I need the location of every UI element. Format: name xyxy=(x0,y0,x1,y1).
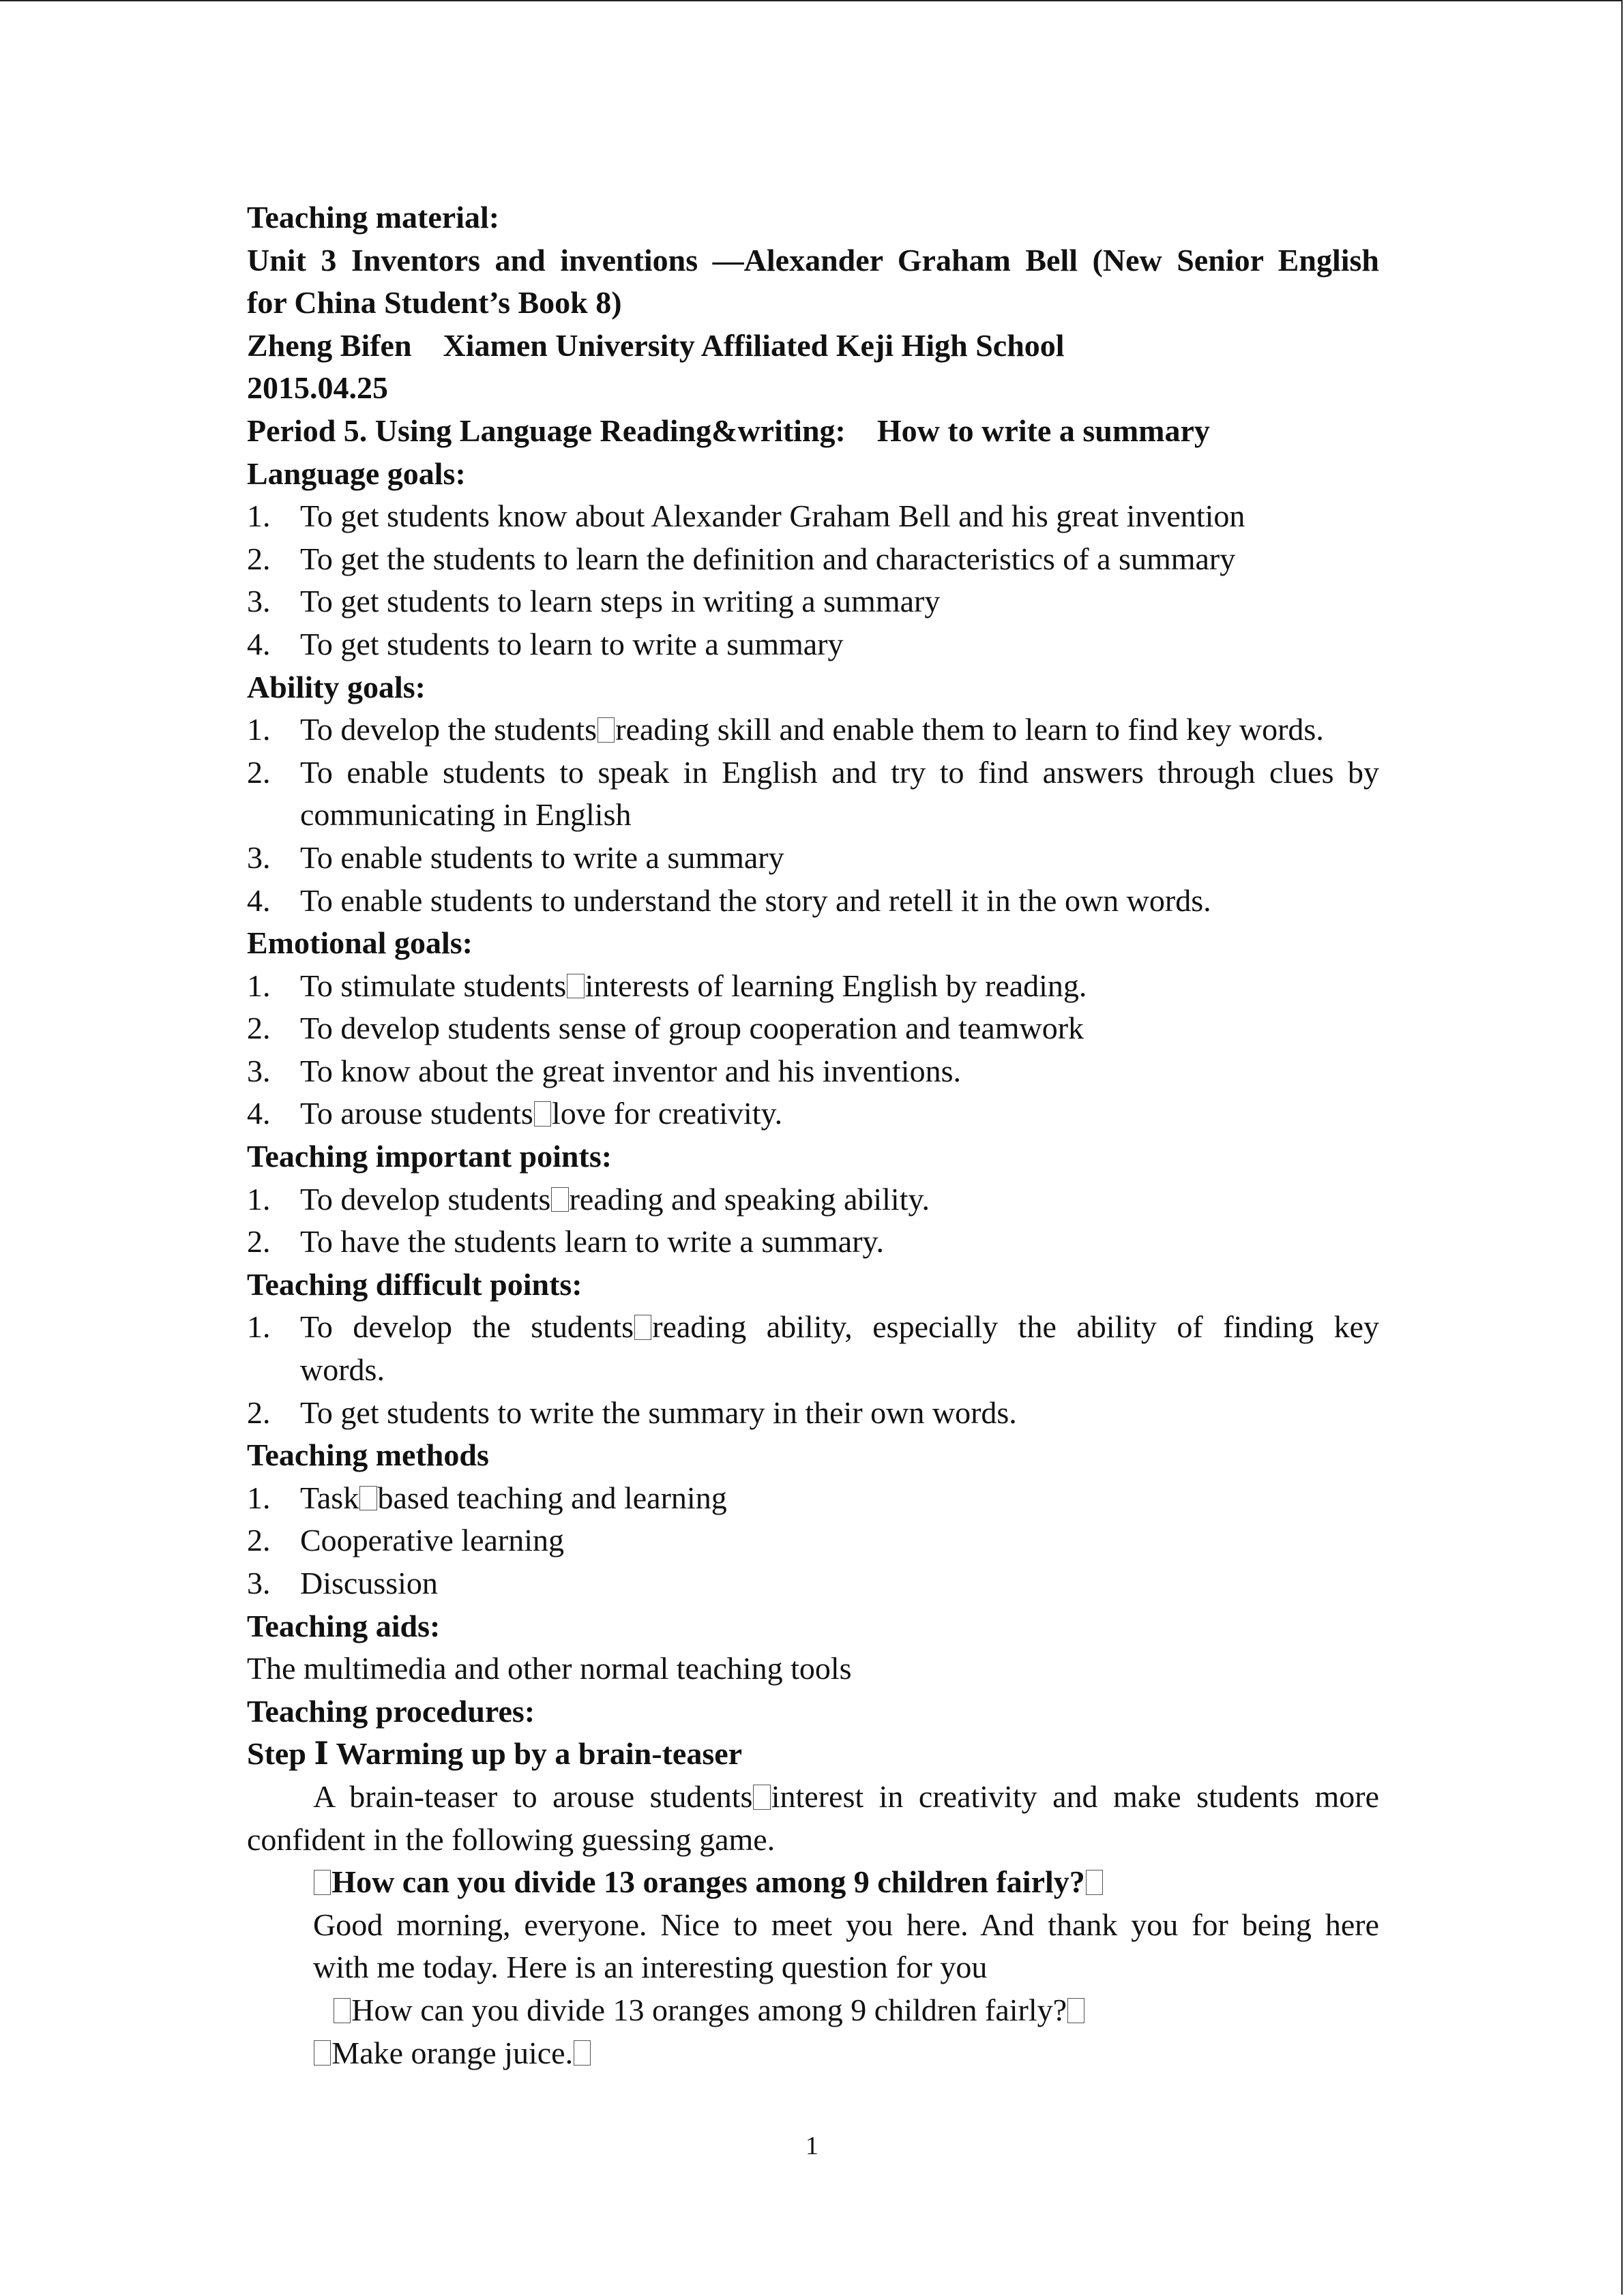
teacher-greeting xyxy=(247,1904,1379,1989)
answer-text: Make orange juice. xyxy=(331,2035,574,2070)
list-number: 2. xyxy=(247,1395,271,1430)
list-text: To enable students to speak in English and try to find answers through clues by xyxy=(300,754,1379,790)
list-number: 3. xyxy=(247,1566,271,1600)
important-points-heading: Teaching important points: xyxy=(247,1139,612,1174)
question-repeat xyxy=(247,1989,1379,2032)
list-number: 2. xyxy=(247,541,271,576)
list-number: 1. xyxy=(247,1480,271,1515)
list-number: 2. xyxy=(247,1011,271,1046)
teaching-material-label: Teaching material: xyxy=(247,200,500,235)
list-text: To develop the students xyxy=(300,712,597,747)
list-number: 1. xyxy=(247,1309,271,1345)
list-number: 1. xyxy=(247,968,271,1003)
page-number: 1 xyxy=(806,2132,818,2160)
missing-glyph-box xyxy=(1086,1870,1103,1895)
question-text: How can you divide 13 oranges among 9 children fairly? xyxy=(351,1992,1067,2027)
list-item xyxy=(247,538,1379,581)
list-item xyxy=(247,1092,1379,1135)
missing-glyph-box xyxy=(634,1315,651,1340)
intro-text: A brain-teaser to arouse students xyxy=(313,1778,753,1814)
missing-glyph-box xyxy=(597,717,615,743)
missing-glyph-box xyxy=(753,1785,770,1810)
list-item xyxy=(247,1306,1379,1391)
list-number: 1. xyxy=(247,712,271,747)
list-item xyxy=(247,1392,1379,1435)
missing-glyph-box xyxy=(359,1486,377,1511)
list-item xyxy=(247,837,1379,880)
list-text: To enable students to write a summary xyxy=(300,839,784,875)
emotional-goals-heading: Emotional goals: xyxy=(247,925,473,961)
intro-text: interest in creativity and make students more confident in the following guessing game. xyxy=(247,1778,1379,1857)
language-goals-heading: Language goals: xyxy=(247,456,466,491)
list-item xyxy=(247,1221,1379,1264)
list-item xyxy=(247,1007,1379,1050)
missing-glyph-box xyxy=(314,1870,331,1895)
list-text-part: To develop the students xyxy=(300,1309,634,1345)
list-text: love for creativity. xyxy=(552,1096,783,1131)
list-text: To stimulate students xyxy=(300,968,567,1003)
missing-glyph-box xyxy=(574,2040,591,2066)
list-item xyxy=(247,1477,1379,1520)
list-text-continuation: communicating in English xyxy=(300,797,632,833)
list-number: 2. xyxy=(247,1224,271,1259)
list-item xyxy=(247,1050,1379,1093)
list-text: To get students to learn to write a summary xyxy=(300,626,844,661)
missing-glyph-box xyxy=(534,1101,551,1127)
list-item xyxy=(247,1519,1379,1562)
list-item xyxy=(247,580,1379,623)
teaching-aids-text: The multimedia and other normal teaching tools xyxy=(247,1651,852,1686)
list-item xyxy=(247,623,1379,666)
document-body xyxy=(247,196,1379,2074)
list-text: To get students know about Alexander Graham Bell and his great invention xyxy=(300,498,1245,534)
date-line: 2015.04.25 xyxy=(247,370,388,406)
list-item xyxy=(247,965,1379,1008)
author-line: Zheng Bifen Xiamen University Affiliated Keji High School xyxy=(247,327,1065,363)
list-number: 1. xyxy=(247,498,271,534)
answer-line xyxy=(247,2032,1379,2075)
list-item xyxy=(247,709,1379,751)
list-item xyxy=(247,1178,1379,1221)
teacher-greeting-line2: with me today. Here is an interesting question for you xyxy=(313,1950,988,1985)
list-text: To get the students to learn the definition and characteristics of a summary xyxy=(300,541,1236,576)
step-1-intro xyxy=(247,1776,1379,1861)
list-number: 3. xyxy=(247,839,271,875)
list-text: Task xyxy=(300,1480,359,1515)
period-line: Period 5. Using Language Reading&writing: How to write a summary xyxy=(247,413,1210,448)
list-text: To enable students to understand the story and retell it in the own words. xyxy=(300,882,1211,918)
teacher-greeting-line1: Good morning, everyone. Nice to meet you here. And thank you for being here xyxy=(313,1907,1379,1942)
missing-glyph-box xyxy=(1067,1998,1084,2023)
teaching-aids-heading: Teaching aids: xyxy=(247,1608,441,1643)
list-text: To get students to learn steps in writing a summary xyxy=(300,584,941,619)
list-text-part: reading ability, especially the ability of finding key xyxy=(652,1309,1380,1345)
teaching-procedures-heading: Teaching procedures: xyxy=(247,1693,535,1729)
missing-glyph-box xyxy=(334,1998,351,2023)
list-number: 2. xyxy=(247,754,271,790)
list-number: 1. xyxy=(247,1181,271,1217)
ability-goals-heading: Ability goals: xyxy=(247,669,426,704)
missing-glyph-box xyxy=(314,2040,331,2066)
list-text: based teaching and learning xyxy=(377,1480,727,1515)
question-text: How can you divide 13 oranges among 9 children fairly? xyxy=(331,1864,1085,1900)
list-text-continuation: words. xyxy=(300,1352,385,1388)
list-text xyxy=(300,1306,1379,1349)
list-text: To get students to write the summary in their own words. xyxy=(300,1395,1017,1430)
brain-teaser-question xyxy=(247,1861,1379,1904)
list-text: To develop students xyxy=(300,1181,551,1217)
list-text: To develop students sense of group cooperation and teamwork xyxy=(300,1011,1084,1046)
list-number: 2. xyxy=(247,1523,271,1558)
list-item xyxy=(247,1562,1379,1605)
list-number: 4. xyxy=(247,626,271,661)
list-text: Discussion xyxy=(300,1566,438,1600)
list-text: reading and speaking ability. xyxy=(569,1181,930,1217)
list-number: 3. xyxy=(247,1053,271,1088)
list-text: To have the students learn to write a summary. xyxy=(300,1224,885,1259)
list-text: interests of learning English by reading. xyxy=(585,968,1087,1003)
list-text: Cooperative learning xyxy=(300,1523,565,1558)
unit-title-line2: for China Student’s Book 8) xyxy=(247,285,622,320)
step-1-title: Step Ⅰ Warming up by a brain-teaser xyxy=(247,1736,743,1772)
list-item xyxy=(247,751,1379,837)
list-text: To arouse students xyxy=(300,1096,533,1131)
list-text: To know about the great inventor and his inventions. xyxy=(300,1053,961,1088)
list-text: reading skill and enable them to learn to find key words. xyxy=(615,712,1324,747)
teaching-methods-heading: Teaching methods xyxy=(247,1437,489,1473)
missing-glyph-box xyxy=(567,974,584,999)
list-number: 4. xyxy=(247,882,271,918)
list-item xyxy=(247,880,1379,923)
list-number: 3. xyxy=(247,584,271,619)
list-item xyxy=(247,495,1379,538)
unit-title-line1: Unit 3 Inventors and inventions —Alexander Graham Bell (New Senior English xyxy=(247,242,1379,278)
list-number: 4. xyxy=(247,1096,271,1131)
missing-glyph-box xyxy=(551,1187,568,1212)
difficult-points-heading: Teaching difficult points: xyxy=(247,1266,582,1302)
